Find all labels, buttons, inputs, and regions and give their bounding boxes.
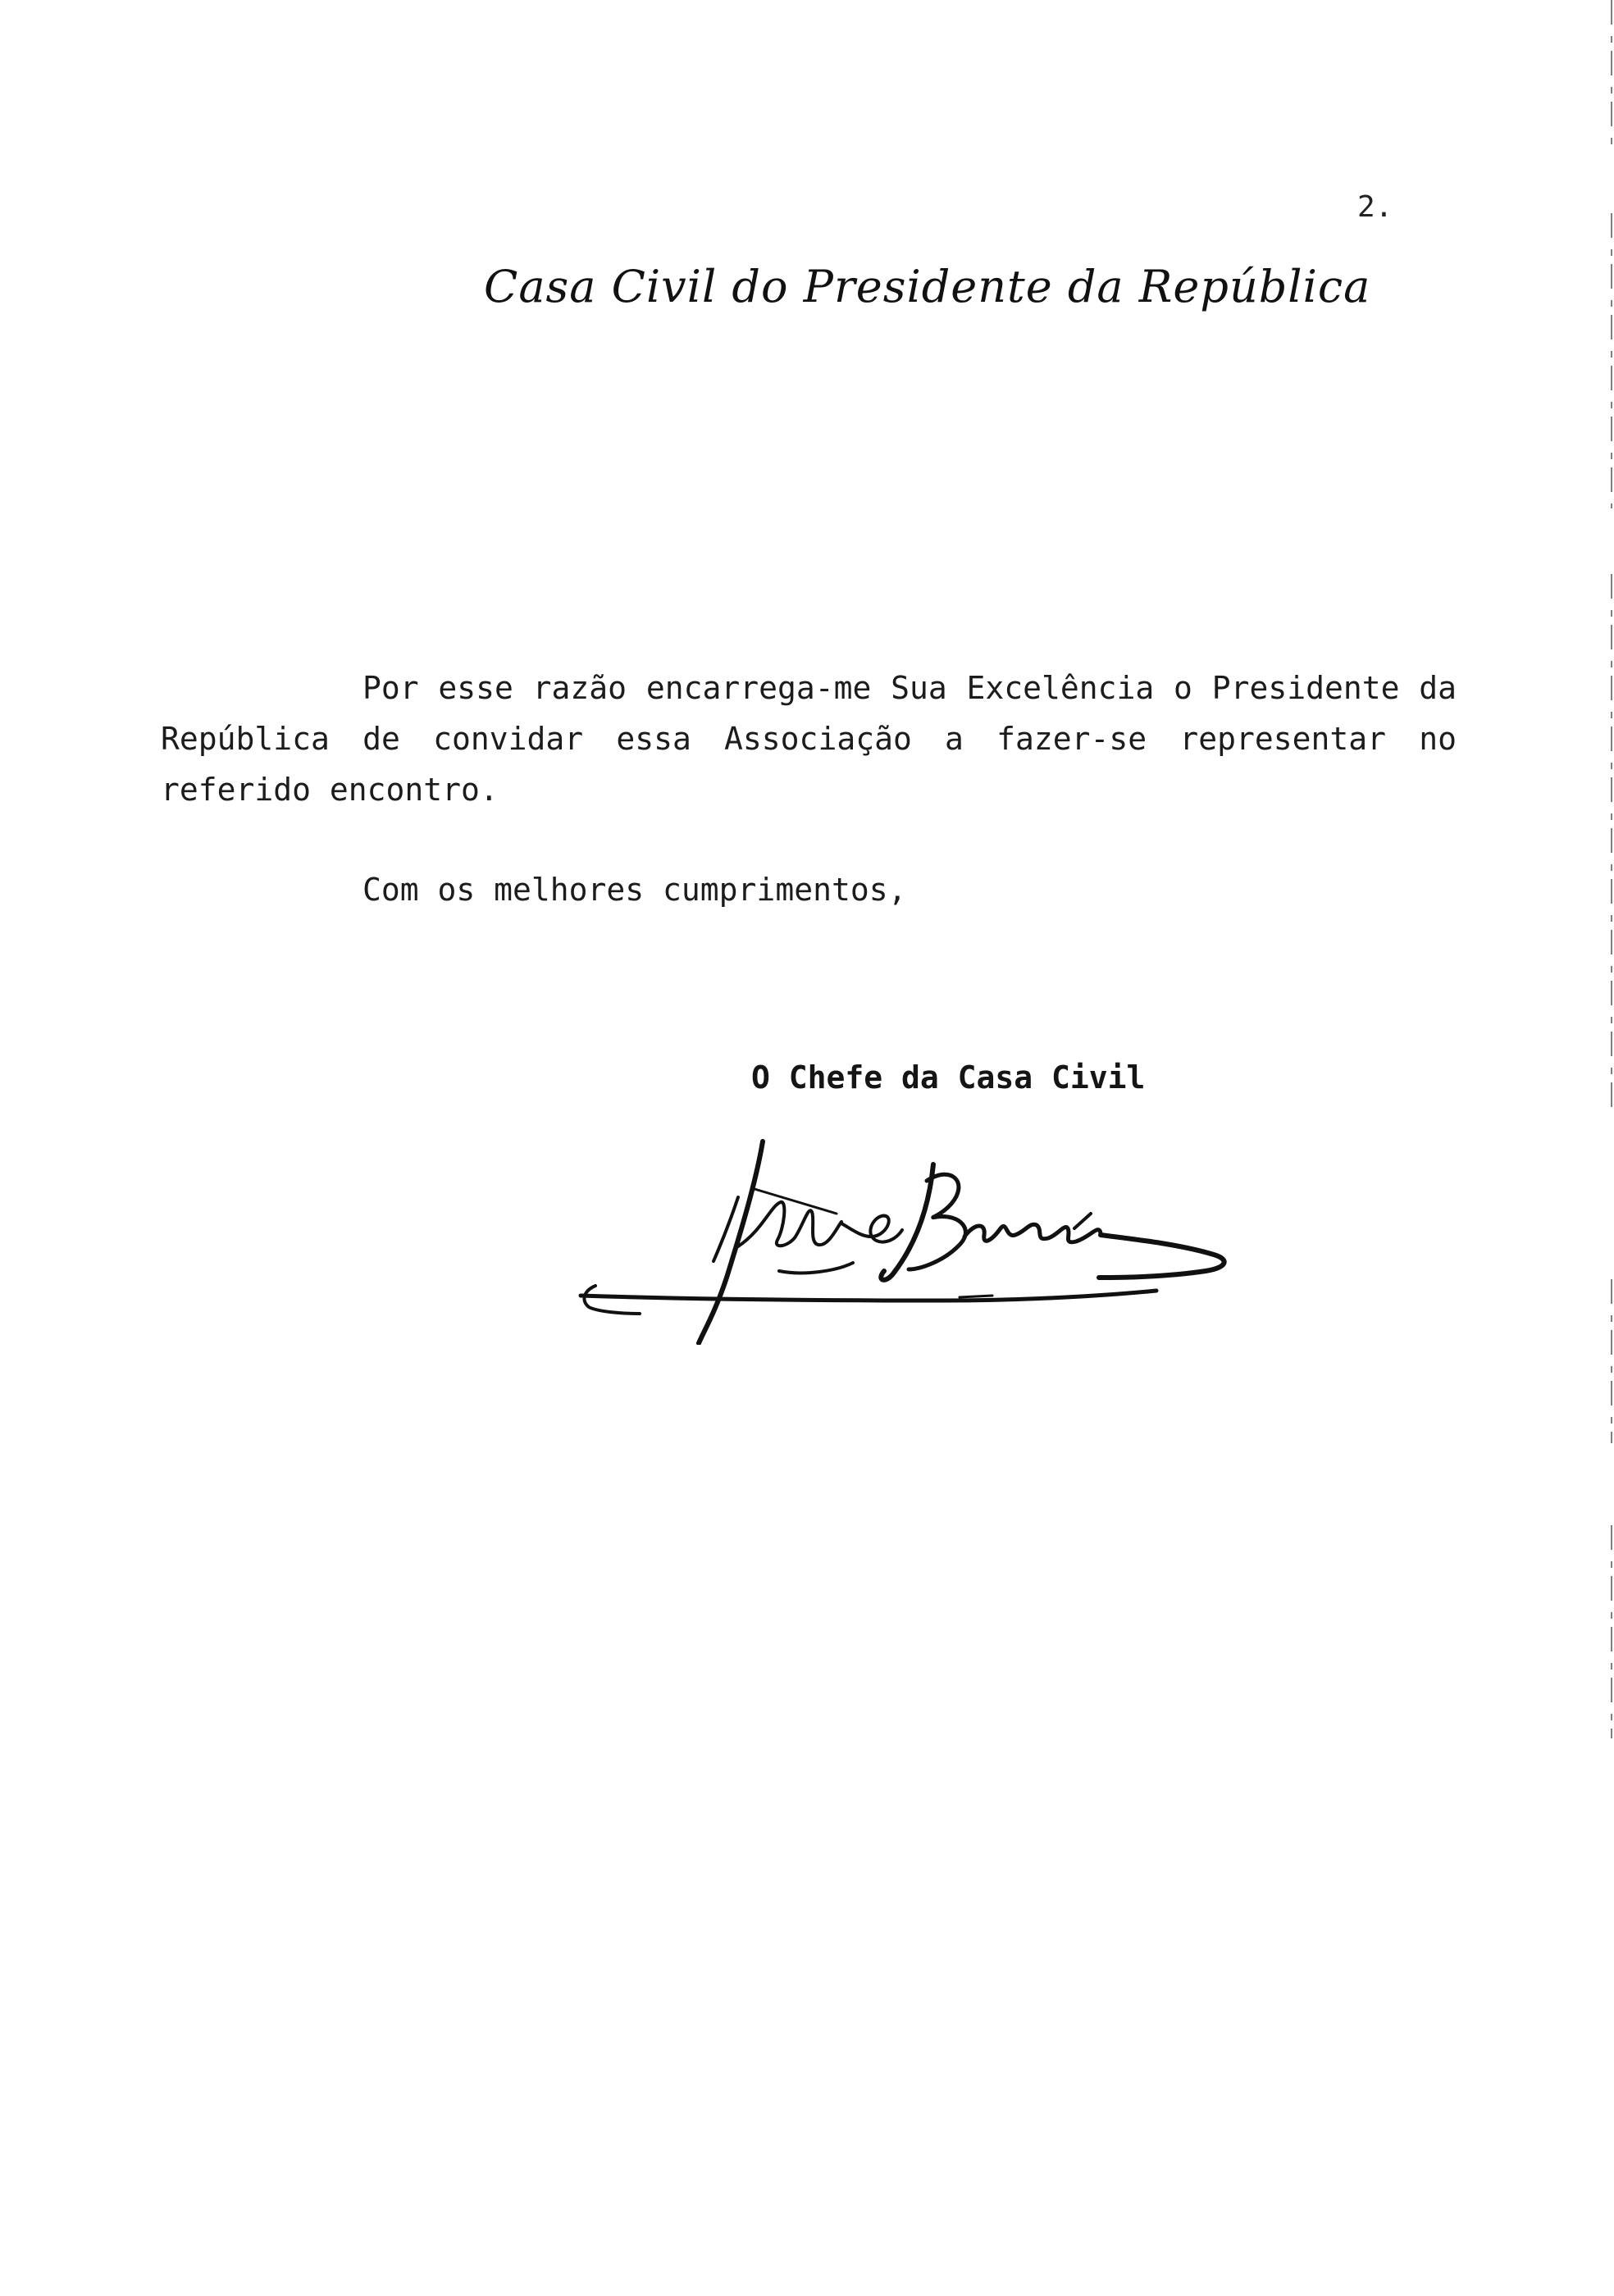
letterhead: Casa Civil do Presidente da República — [484, 261, 1371, 312]
letter-body — [161, 663, 1457, 915]
signatory-title: O Chefe da Casa Civil — [751, 1059, 1146, 1096]
body-paragraph: Por esse razão encarrega-me Sua Excelência o Presidente da República de convidar essa Associação a fazer-se representar no referido encontro. — [161, 670, 1457, 808]
closing-paragraph: Com os melhores cumprimentos, — [362, 872, 907, 908]
page-number: 2. — [1357, 190, 1393, 224]
handwritten-signature — [566, 1132, 1238, 1345]
scan-border — [1609, 0, 1614, 2296]
